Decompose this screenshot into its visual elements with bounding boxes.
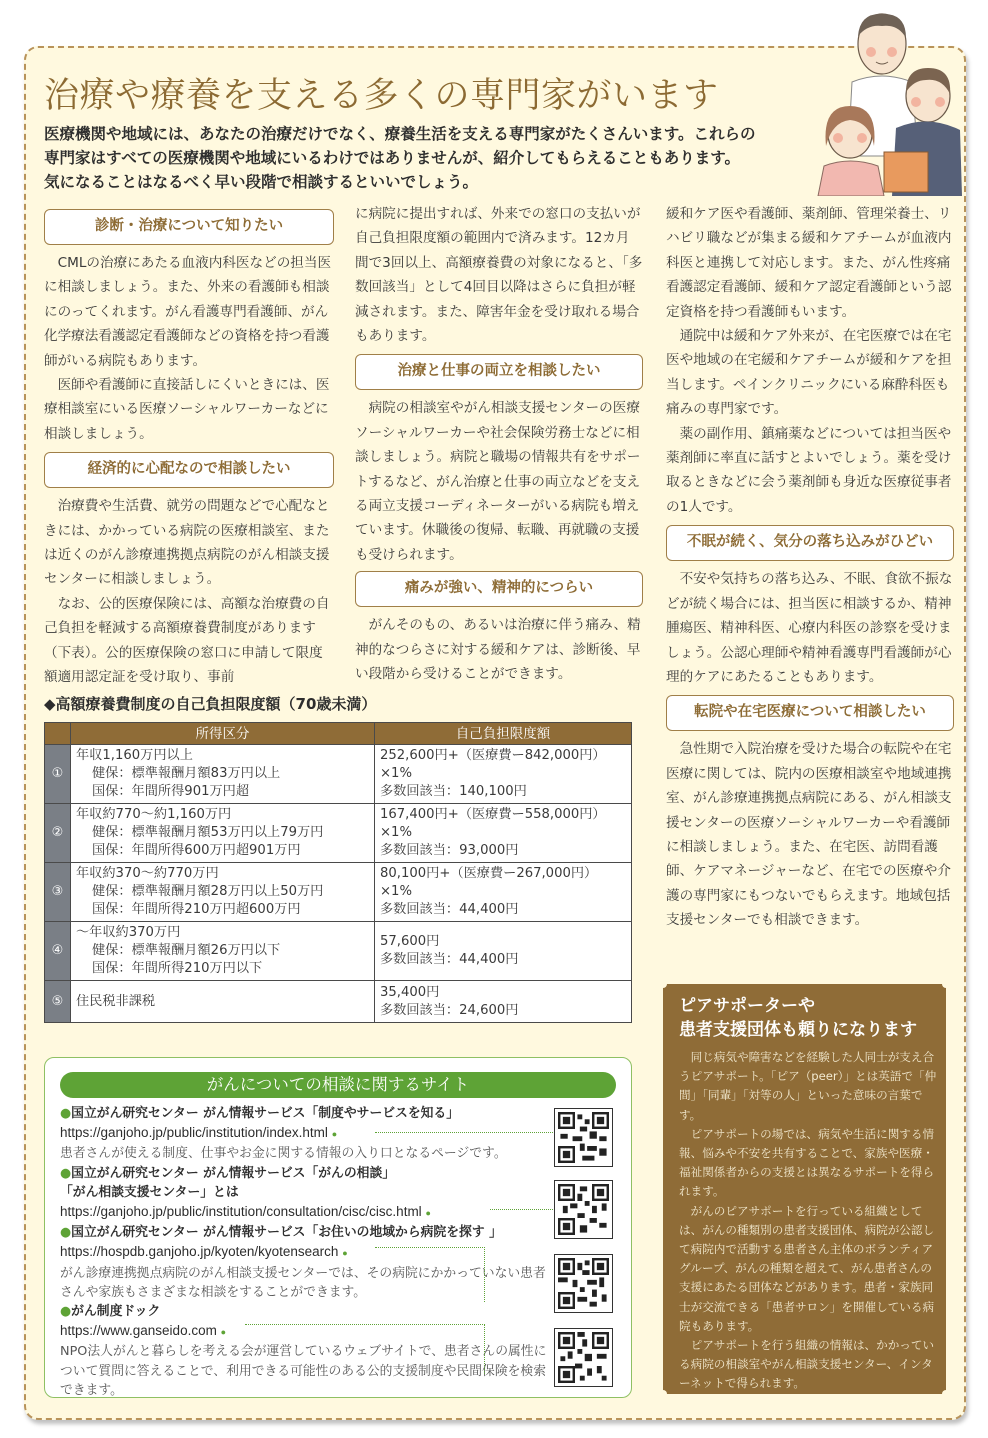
leader-dot-icon: ● xyxy=(331,1129,338,1140)
sites-header: がんについての相談に関するサイト xyxy=(60,1072,616,1098)
limit-line: 多数回該当：44,400円 xyxy=(380,952,519,967)
corner-dot-icon xyxy=(942,980,950,988)
section-heading-financial: 経済的に心配なので相談したい xyxy=(44,452,334,488)
qr-code-icon[interactable] xyxy=(554,1254,613,1313)
paragraph: なお、公的医療保険には、高額な治療費の自己負担を軽減する高額療養費制度があります（下表）。公的医療保険の窓口に申請して限度額適用認定証を受け取り、事前 xyxy=(44,595,330,686)
income-line: 年収約370～約770万円 xyxy=(76,866,219,881)
site-link[interactable] xyxy=(60,1202,550,1223)
paragraph: ピアサポートを行う組織の情報は、かかっている病院の相談室やがん相談支援センター、インターネットで得られます。 xyxy=(679,1338,935,1391)
limit-line: 35,400円 xyxy=(380,984,440,1000)
income-line: 健保：標準報酬月額28万円以上50万円 xyxy=(92,884,324,899)
table-row xyxy=(45,981,632,1023)
row-number: ① xyxy=(45,745,71,804)
qr-code-icon xyxy=(558,1184,609,1235)
corner-dot-icon xyxy=(942,1390,950,1398)
table-header-limit: 自己負担限度額 xyxy=(375,723,632,745)
leader-dot-icon: ● xyxy=(220,1327,227,1338)
row-number: ④ xyxy=(45,922,71,981)
limit-line: 57,600円 xyxy=(380,934,440,949)
income-line: 国保：年間所得210万円以下 xyxy=(92,961,263,976)
row-number: ② xyxy=(45,804,71,863)
leader-dot-icon: ● xyxy=(425,1208,431,1219)
corner-dot-icon xyxy=(659,1390,667,1398)
paragraph: がんそのもの、あるいは治療に伴う痛み、精神的なつらさに対する緩和ケアは、診断後、早い段階から受けることができます。 xyxy=(355,617,641,683)
paragraph: ピアサポートの場では、病気や生活に関する情報、悩みや不安を共有することで、家族や医療・福祉関係者からの支援とは異なるサポートを得られます。 xyxy=(679,1126,935,1199)
paragraph: 同じ病気や障害などを経験した人同士が支え合うピアサポート。「ピア（peer）」とは英語で「仲間」「同輩」「対等の人」といった意味の言葉です。 xyxy=(679,1050,937,1122)
site-link[interactable] xyxy=(60,1123,550,1144)
site-item xyxy=(60,1104,550,1164)
table-row xyxy=(45,863,632,922)
section-heading-transfer: 転院や在宅医療について相談したい xyxy=(666,695,954,731)
limit-line: 多数回該当：24,600円 xyxy=(380,1002,519,1018)
limit-line: 80,100円+（医療費ー267,000円） xyxy=(380,866,598,881)
site-title xyxy=(60,1302,550,1321)
limit-cell xyxy=(375,922,632,981)
site-title: 「がん相談支援センター」とは xyxy=(60,1184,239,1200)
income-line: 国保：年間所得600万円超901万円 xyxy=(92,843,301,858)
site-title-text: 国立がん研究センター がん情報サービス「お住いの地域から病院を探す 」 xyxy=(71,1225,502,1241)
limit-cell xyxy=(375,745,632,804)
limit-line: 167,400円+（医療費ー558,000円） xyxy=(380,807,606,822)
qr-code-icon xyxy=(558,1332,609,1383)
limit-cell xyxy=(375,863,632,922)
site-desc: 患者さんが使える制度、仕事やお金に関する情報の入り口となるページです。 xyxy=(60,1146,507,1162)
peer-body xyxy=(679,1048,937,1394)
table-row xyxy=(45,922,632,981)
site-title-text: 国立がん研究センター がん情報サービス「がんの相談」 xyxy=(71,1165,396,1181)
bullet-icon: ● xyxy=(60,1165,72,1181)
peer-title-line: 患者支援団体も頼りになります xyxy=(679,1020,917,1040)
paragraph: 薬の副作用、鎮痛薬などについては担当医や薬剤師に率直に話すとよいでしょう。薬を受け取るときなどに会う薬剤師も身近な医療従事者の1人です。 xyxy=(666,425,952,515)
paragraph: がんのピアサポートを行っている組織としては、がんの種類別の患者支援団体、病院が公認して病院内で活動する患者さん主体のボランティアグループ、がんの種類を超えて、がん患者さんの支援にあたる団体などがあります。患者・家族同士が交流できる「患者サロン」を開催している病院もあります。 xyxy=(679,1203,935,1333)
paragraph: 不安や気持ちの落ち込み、不眠、食欲不振などが続く場合には、担当医に相談するか、精神腫瘍医、精神科医、心療内科医の診察を受けましょう。公認心理師や精神看護専門看護師が心理的ケアにあたることもあります。 xyxy=(666,571,953,685)
income-line: 国保：年間所得901万円超 xyxy=(92,784,250,799)
income-line: 健保：標準報酬月額53万円以上79万円 xyxy=(92,825,324,840)
qr-code-icon xyxy=(558,1112,609,1163)
peer-title-line: ピアサポーターや xyxy=(679,996,815,1016)
site-desc: NPO法人がんと暮らしを考える会が運営しているウェブサイトで、患者さんの属性について質問に答えることで、利用できる可能性のある公的支援制度や民間保険を検索できます。 xyxy=(60,1344,547,1398)
limit-line: ×1% xyxy=(380,766,412,781)
income-line: 健保：標準報酬月額26万円以下 xyxy=(92,943,281,958)
table-header-row xyxy=(45,723,632,745)
paragraph: に病院に提出すれば、外来での窓口の支払いが自己負担限度額の範囲内で済みます。12カ月間で3回以上、高額療養費の対象になると、「多数回該当」として4回目以降はさらに負担が軽減されます。また、障害年金を受け取れる場合もあります。 xyxy=(355,206,643,345)
site-title xyxy=(60,1223,550,1242)
income-cell xyxy=(71,745,375,804)
site-url[interactable]: https://hospdb.ganjoho.jp/kyoten/kyotensearch xyxy=(60,1244,339,1260)
section-heading-diagnosis: 診断・治療について知りたい xyxy=(44,209,334,245)
site-title xyxy=(60,1164,550,1183)
column-right xyxy=(666,202,954,933)
limit-line: 252,600円+（医療費ー842,000円） xyxy=(380,748,606,763)
table-header-income: 所得区分 xyxy=(71,723,375,745)
limit-line: ×1% xyxy=(380,825,412,840)
sites-box xyxy=(44,1057,632,1398)
peer-support-box xyxy=(663,984,946,1394)
intro-line: 医療機関や地域には、あなたの治療だけでなく、療養生活を支える専門家がたくさんいます。これらの xyxy=(44,125,756,143)
site-url[interactable]: https://ganjoho.jp/public/institution/index.html xyxy=(60,1125,328,1141)
site-title-text: 国立がん研究センター がん情報サービス「制度やサービスを知る」 xyxy=(71,1106,460,1121)
site-title-text: がん制度ドック xyxy=(71,1304,161,1320)
qr-code-icon xyxy=(558,1258,609,1309)
corner-dot-icon xyxy=(659,980,667,988)
bullet-icon: ● xyxy=(60,1304,72,1320)
medical-staff-illustration-icon xyxy=(800,6,970,196)
intro-line: 気になることはなるべく早い段階で相談するといいでしょう。 xyxy=(44,173,479,191)
income-line: 健保：標準報酬月額83万円以上 xyxy=(92,766,281,781)
bullet-icon: ● xyxy=(60,1225,72,1241)
connector-line xyxy=(375,1247,485,1302)
paragraph: 病院の相談室やがん相談支援センターの医療ソーシャルワーカーや社会保険労務士などに相談しましょう。病院と職場の情報共有をサポートするなど、がん治療と仕事の両立などを支える両立支援コーディネーターがいる病院も増えています。休職後の復帰、転職、再就職の支援も受けられます。 xyxy=(355,400,641,563)
connector-line xyxy=(375,1132,555,1133)
table-row xyxy=(45,804,632,863)
paragraph: CMLの治療にあたる血液内科医などの担当医に相談しましょう。また、外来の看護師も相談にのってくれます。がん看護専門看護師、がん化学療法看護認定看護師などの資格を持つ看護師がいる病院もあります。 xyxy=(44,255,332,369)
site-title xyxy=(60,1104,550,1123)
limit-line: ×1% xyxy=(380,884,412,899)
table-row xyxy=(45,745,632,804)
limit-cell xyxy=(375,804,632,863)
leader-dot-icon: ● xyxy=(342,1248,348,1259)
connector-line xyxy=(245,1324,485,1374)
paragraph: 急性期で入院治療を受けた場合の転院や在宅医療に関しては、院内の医療相談室や地域連携室、がん診療連携拠点病院にある、がん相談支援センターの医療ソーシャルワーカーや看護師に相談しましょう。また、在宅医、訪問看護師、ケアマネージャーなど、在宅での医療や介護の専門家にもつないでもらえます。地域包括支援センターでも相談できます。 xyxy=(666,741,952,929)
page-title: 治療や療養を支える多くの専門家がいます xyxy=(44,76,719,116)
intro-text xyxy=(44,122,804,194)
paragraph: 緩和ケア医や看護師、薬剤師、管理栄養士、リハビリ職などが集まる緩和ケアチームが血液内科医と連携して対応します。また、がん性疼痛看護認定看護師、緩和ケア認定看護師という認定資格を持つ看護師もいます。 xyxy=(666,206,952,320)
limit-line: 多数回該当：44,400円 xyxy=(380,902,519,917)
qr-code-icon[interactable] xyxy=(554,1108,613,1167)
paragraph: 医師や看護師に直接話しにくいときには、医療相談室にいる医療ソーシャルワーカーなどに相談しましょう。 xyxy=(44,377,330,442)
income-line: 住民税非課税 xyxy=(76,993,156,1009)
section-heading-insomnia: 不眠が続く、気分の落ち込みがひどい xyxy=(666,525,954,561)
section-heading-pain: 痛みが強い、精神的につらい xyxy=(355,571,643,607)
column-left xyxy=(44,205,334,690)
site-url[interactable]: https://www.ganseido.com xyxy=(60,1323,217,1339)
section-heading-work: 治療と仕事の両立を相談したい xyxy=(355,354,643,390)
bullet-icon: ● xyxy=(60,1106,72,1121)
qr-code-icon[interactable] xyxy=(554,1328,613,1387)
column-middle xyxy=(355,202,643,687)
limit-line: 多数回該当：93,000円 xyxy=(380,843,519,858)
income-cell xyxy=(71,804,375,863)
limit-cell xyxy=(375,981,632,1023)
income-cell xyxy=(71,863,375,922)
limit-line: 多数回該当：140,100円 xyxy=(380,784,527,799)
site-url[interactable]: https://ganjoho.jp/public/institution/consultation/cisc/cisc.html xyxy=(60,1204,422,1220)
site-item xyxy=(60,1164,550,1224)
income-cell xyxy=(71,922,375,981)
paragraph: 通院中は緩和ケア外来が、在宅医療では在宅医や地域の在宅緩和ケアチームが緩和ケアを担当します。ペインクリニックにいる麻酔科医も痛みの専門家です。 xyxy=(666,328,952,418)
row-number: ③ xyxy=(45,863,71,922)
income-line: 国保：年間所得210万円超600万円 xyxy=(92,902,301,917)
peer-title xyxy=(679,994,917,1042)
table-header-num xyxy=(45,723,71,745)
limit-table xyxy=(44,722,632,1023)
income-cell xyxy=(71,981,375,1023)
intro-line: 専門家はすべての医療機関や地域にいるわけではありませんが、紹介してもらえることもあります。 xyxy=(44,149,740,167)
row-number: ⑤ xyxy=(45,981,71,1023)
connector-line xyxy=(490,1209,555,1210)
qr-code-icon[interactable] xyxy=(554,1180,613,1239)
income-line: ～年収約370万円 xyxy=(76,925,181,940)
table-title: ◆高額療養費制度の自己負担限度額（70歳未満） xyxy=(44,695,377,713)
income-line: 年収1,160万円以上 xyxy=(76,748,193,763)
site-desc: がん診療連携拠点病院のがん相談支援センターでは、その病院にかかっていない患者さんや家族もさまざまな相談をすることができます。 xyxy=(60,1265,546,1300)
income-line: 年収約770～約1,160万円 xyxy=(76,807,232,822)
paragraph: 治療費や生活費、就労の問題などで心配なときには、かかっている病院の医療相談室、または近くのがん診療連携拠点病院のがん相談支援センターに相談しましょう。 xyxy=(44,498,330,588)
